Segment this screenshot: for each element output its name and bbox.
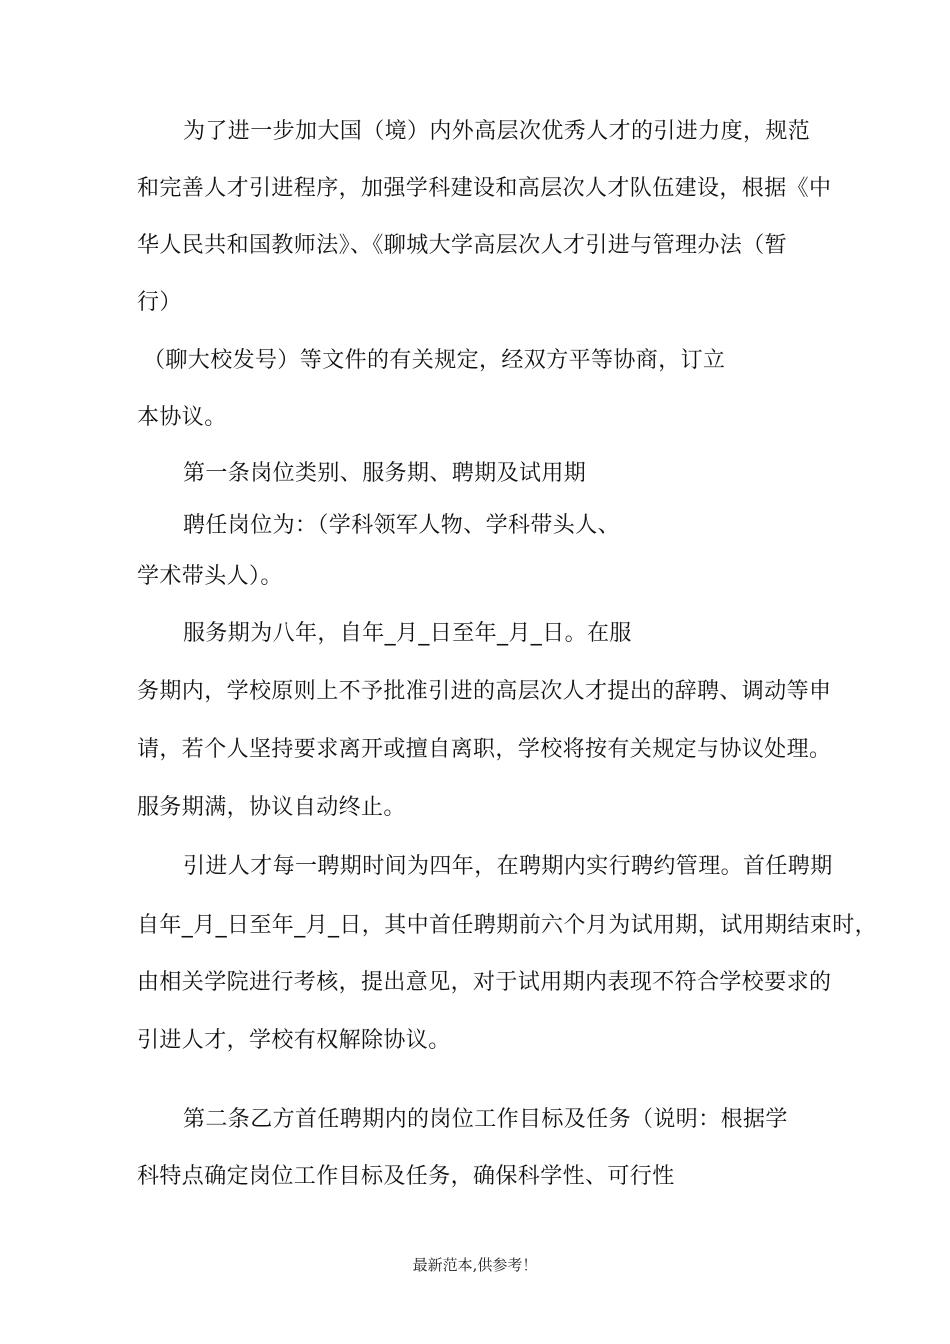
paragraph-line: 请，若个人坚持要求离开或擅自离职，学校将按有关规定与协议处理。	[137, 737, 832, 762]
paragraph-line: 由相关学院进行考核，提出意见，对于试用期内表现不符合学校要求的	[137, 970, 832, 995]
paragraph-line: 和完善人才引进程序，加强学科建设和高层次人才队伍建设，根据《中	[137, 176, 832, 201]
paragraph-line: 科特点确定岗位工作目标及任务，确保科学性、可行性	[137, 1164, 675, 1189]
paragraph-line: 学术带头人）。	[137, 564, 283, 589]
paragraph-line: 为了进一步加大国（境）内外高层次优秀人才的引进力度，规范	[183, 119, 811, 144]
section-heading: 第二条乙方首任聘期内的岗位工作目标及任务（说明：根据学	[183, 1107, 788, 1132]
paragraph-line: 华人民共和国教师法》、《聊城大学高层次人才引进与管理办法（暂	[137, 233, 788, 258]
paragraph-line: （聊大校发号）等文件的有关规定，经双方平等协商，订立	[143, 348, 726, 373]
paragraph-line: 行）	[137, 290, 182, 315]
paragraph-line: 本协议。	[137, 405, 227, 430]
paragraph-line: 服务期为八年，自年_月_日至年_月_日。在服	[183, 621, 632, 646]
paragraph-line: 聘任岗位为：（学科领军人物、学科带头人、	[183, 513, 621, 538]
paragraph-line: 引进人才每一聘期时间为四年，在聘期内实行聘约管理。首任聘期	[183, 854, 833, 879]
paragraph-line: 自年_月_日至年_月_日，其中首任聘期前六个月为试用期，试用期结束时，	[137, 913, 878, 938]
paragraph-line: 引进人才，学校有权解除协议。	[137, 1028, 451, 1053]
section-heading: 第一条岗位类别、服务期、聘期及试用期	[183, 461, 587, 486]
paragraph-line: 务期内，学校原则上不予批准引进的高层次人才提出的辞聘、调动等申	[137, 679, 832, 704]
paragraph-line: 服务期满，协议自动终止。	[137, 795, 406, 820]
page-footer: 最新范本,供参考！	[412, 1256, 538, 1274]
